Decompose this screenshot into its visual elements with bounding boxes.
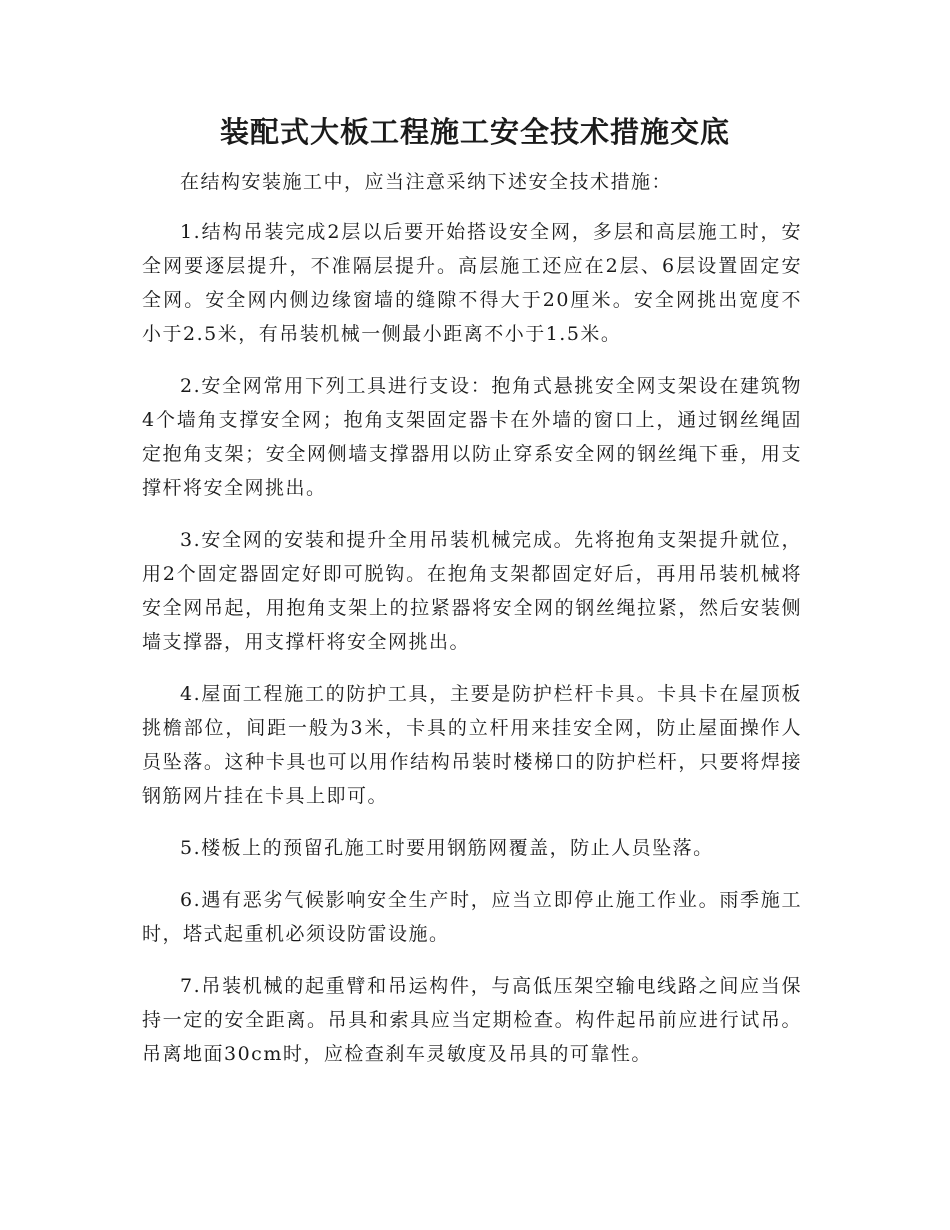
document-body	[142, 165, 802, 1089]
paragraph-3: 3.安全网的安装和提升全用吊装机械完成。先将抱角支架提升就位，用2个固定器固定好即可脱钩。在抱角支架都固定好后，再用吊装机械将安全网吊起，用抱角支架上的拉紧器将安全网的钢丝绳拉紧，然后安装侧墙支撑器，用支撑杆将安全网挑出。	[142, 529, 802, 653]
paragraph-4: 4.屋面工程施工的防护工具，主要是防护栏杆卡具。卡具卡在屋顶板挑檐部位，间距一般为3米，卡具的立杆用来挂安全网，防止屋面操作人员坠落。这种卡具也可以用作结构吊装时楼梯口的防护栏杆，只要将焊接钢筋网片挂在卡具上即可。	[142, 683, 802, 807]
paragraph-5: 5.楼板上的预留孔施工时要用钢筋网覆盖，防止人员坠落。	[180, 837, 714, 859]
paragraph-2: 2.安全网常用下列工具进行支设：抱角式悬挑安全网支架设在建筑物4个墙角支撑安全网；抱角支架固定器卡在外墙的窗口上，通过钢丝绳固定抱角支架；安全网侧墙支撑器用以防止穿系安全网的钢丝绳下垂，用支撑杆将安全网挑出。	[142, 375, 802, 499]
intro-paragraph: 在结构安装施工中，应当注意采纳下述安全技术措施：	[180, 171, 673, 193]
paragraph-7: 7.吊装机械的起重臂和吊运构件，与高低压架空输电线路之间应当保持一定的安全距离。吊具和索具应当定期检查。构件起吊前应进行试吊。吊离地面30cm时，应检查刹车灵敏度及吊具的可靠性。	[142, 975, 802, 1065]
paragraph-1: 1.结构吊装完成2层以后要开始搭设安全网，多层和高层施工时，安全网要逐层提升，不准隔层提升。高层施工还应在2层、6层设置固定安全网。安全网内侧边缘窗墙的缝隙不得大于20厘米。安全网挑出宽度不小于2.5米，有吊装机械一侧最小距离不小于1.5米。	[142, 221, 802, 345]
document-title: 装配式大板工程施工安全技术措施交底	[219, 115, 730, 149]
paragraph-6: 6.遇有恶劣气候影响安全生产时，应当立即停止施工作业。雨季施工时，塔式起重机必须设防雷设施。	[142, 889, 802, 945]
